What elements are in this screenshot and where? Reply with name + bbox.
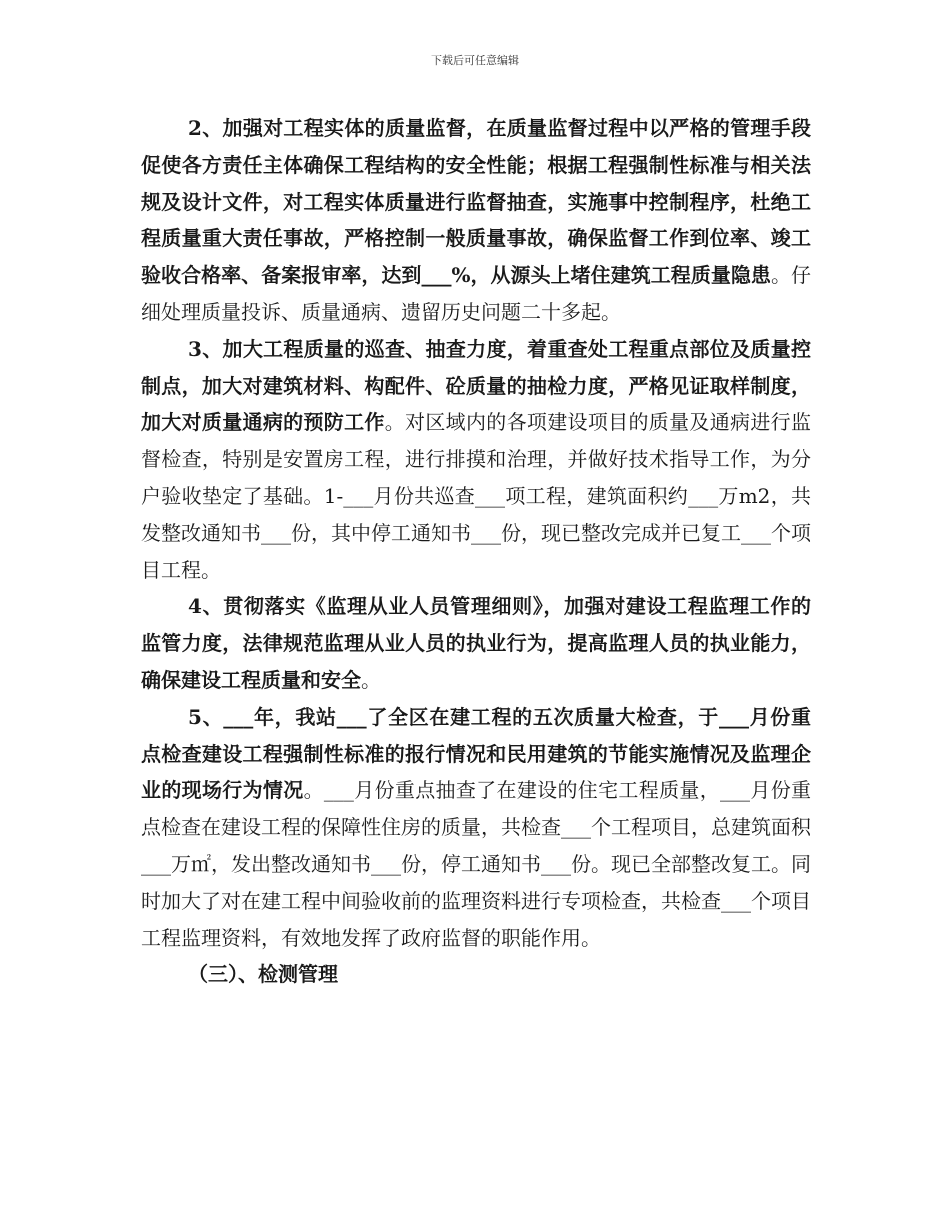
paragraph-bold-text: 5、___年，我站___了全区在建工程的五次质量大检查，于___月份重点检查建设工程强制性标准的报行情况和民用建筑的节能实施情况及监理企业的现场行为情况 — [141, 704, 811, 803]
paragraph-bold-text: 2、加强对工程实体的质量监督，在质量监督过程中以严格的管理手段促使各方责任主体确保工程结构的安全性能；根据工程强制性标准与相关法规及设计文件，对工程实体质量进行监督抽查，实施事中控制程序，杜绝工程质量重大责任事故，严格控制一般质量事故，确保监督工作到位率、竣工验收合格率、备案报审率，达到___%，从源头上堵住建筑工程质量隐患 — [141, 116, 811, 288]
paragraph-normal-text: 。仔细处理质量投诉、质量通病、遗留历史问题二十多起。 — [141, 263, 812, 324]
paragraph-bold-text: 3、加大工程质量的巡查、抽查力度，着重查处工程重点部位及质量控制点，加大对建筑材料、构配件、砼质量的抽检力度，严格见证取样制度，加大对质量通病的预防工作 — [141, 336, 811, 435]
document-body — [141, 110, 811, 993]
paragraph-item-5 — [141, 699, 811, 957]
paragraph-item-2 — [141, 110, 811, 331]
paragraph-normal-text: 。 — [361, 667, 381, 692]
section-heading: （三）、检测管理 — [188, 962, 338, 987]
page-header: 下载后可任意编辑 — [431, 54, 519, 67]
paragraph-normal-text: 。___月份重点抽查了在建设的住宅工程质量，___月份重点检查在建设工程的保障性住房的质量，共检查___个工程项目，总建筑面积___万㎡，发出整改通知书___份，停工通知书___份。现已全部整改复工。同时加大了对在建工程中间验收前的监理资料进行专项检查，共检查___个项目工程监理资料，有效地发挥了政府监督的职能作用。 — [141, 778, 812, 950]
paragraph-normal-text: 。对区域内的各项建设项目的质量及通病进行监督检查，特别是安置房工程，进行排摸和治理，并做好技术指导工作，为分户验收垫定了基础。1-___月份共巡查___项工程，建筑面积约___万m2，共发整改通知书___份，其中停工通知书___份，现已整改完成并已复工___个项目工程。 — [141, 410, 811, 582]
paragraph-item-4 — [141, 588, 811, 698]
paragraph-item-3 — [141, 331, 811, 589]
paragraph-bold-text: 4、贯彻落实《监理从业人员管理细则》，加强对建设工程监理工作的监管力度，法律规范监理从业人员的执业行为，提高监理人员的执业能力，确保建设工程质量和安全 — [141, 594, 811, 692]
